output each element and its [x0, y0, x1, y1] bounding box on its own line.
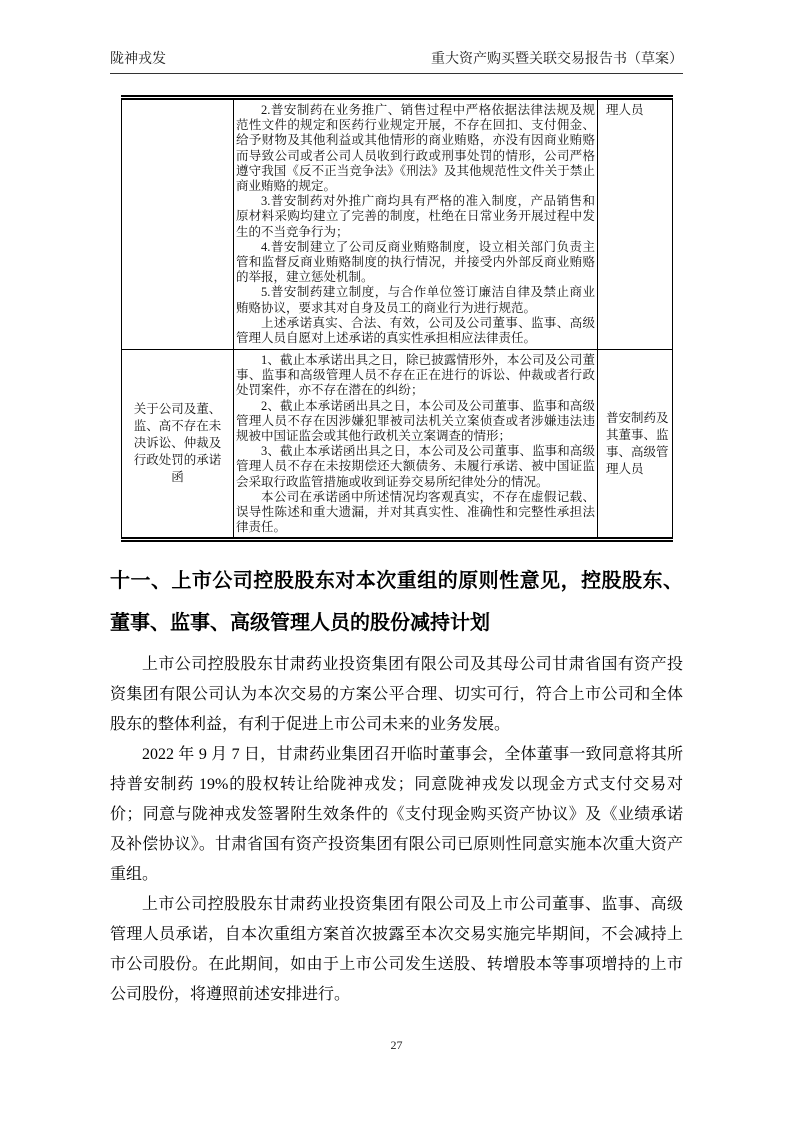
paragraph: 上市公司控股股东甘肃药业投资集团有限公司及其母公司甘肃省国有资产投资集团有限公司认为本次交易的方案公平合理、切实可行，符合上市公司和全体股东的整体利益，有利于促进上市公司未来的业务发展。 [110, 656, 683, 734]
paragraph: 3.普安制药对外推广商均具有严格的准入制度，产品销售和原材料采购均建立了完善的制度，杜绝在日常业务开展过程中发生的不当竞争行为； [236, 194, 595, 239]
header-report-title: 重大资产购买暨关联交易报告书（草案） [431, 52, 683, 67]
page-header [110, 52, 683, 74]
commitment-party-cell: 普安制药及其董事、监事、高级管理人员 [598, 350, 673, 540]
commitment-title-cell [122, 98, 234, 350]
commitment-content-cell [234, 350, 598, 540]
table-row-litigation-commitment [122, 350, 673, 540]
paragraph: 2、截止本承诺函出具之日，本公司及公司董事、监事和高级管理人员不存在因涉嫌犯罪被司法机关立案侦查或者涉嫌违法违规被中国证监会或其他行政机关立案调查的情形； [236, 398, 595, 444]
commitment-party-cell: 理人员 [598, 98, 673, 350]
paragraph: 1、截止本承诺出具之日，除已披露情形外，本公司及公司董事、监事和高级管理人员不存在正在进行的诉讼、仲裁或者行政处罚案件，亦不存在潜在的纠纷； [236, 353, 595, 398]
section-heading: 十一、上市公司控股股东对本次重组的原则性意见，控股股东、董事、监事、高级管理人员的股份减持计划 [110, 570, 683, 635]
commitments-table [121, 95, 673, 542]
commitment-title-cell: 关于公司及董、监、高不存在未决诉讼、仲裁及行政处罚的承诺函 [122, 350, 234, 540]
commitment-content-cell [234, 98, 598, 350]
paragraph: 上市公司控股股东甘肃药业投资集团有限公司及上市公司董事、监事、高级管理人员承诺，自本次重组方案首次披露至本次交易实施完毕期间，不会减持上市公司股份。在此期间，如由于上市公司发生送股、转增股本等事项增持的上市公司股份，将遵照前述安排进行。 [110, 896, 683, 1004]
paragraph: 5.普安制药建立制度，与合作单位签订廉洁自律及禁止商业贿赂协议，要求其对自身及员工的商业行为进行规范。 [236, 285, 595, 315]
paragraph: 本公司在承诺函中所述情况均客观真实，不存在虚假记载、误导性陈述和重大遗漏，并对其真实性、准确性和完整性承担法律责任。 [236, 489, 595, 535]
paragraph: 上述承诺真实、合法、有效，公司及公司董事、监事、高级管理人员自愿对上述承诺的真实性承担相应法律责任。 [236, 315, 595, 346]
table-row-continued [122, 98, 673, 350]
paragraph: 4.普安制建立了公司反商业贿赂制度，设立相关部门负责主管和监督反商业贿赂制度的执行情况，并接受内外部反商业贿赂的举报，建立惩处机制。 [236, 239, 595, 285]
header-company-name: 陇神戎发 [110, 52, 166, 67]
paragraph: 2022 年 9 月 7 日，甘肃药业集团召开临时董事会，全体董事一致同意将其所持普安制药 19%的股权转让给陇神戎发；同意陇神戎发以现金方式支付交易对价；同意与陇神戎发签署附生效条件的《支付现金购买资产协议》及《业绩承诺及补偿协议》。甘肃省国有资产投资集团有限公司已原则性同意实施本次重大资产重组。 [110, 746, 683, 884]
paragraph: 3、截止本承诺函出具之日，本公司及公司董事、监事和高级管理人员不存在未按期偿还大额债务、未履行承诺、被中国证监会采取行政监管措施或收到证券交易所纪律处分的情况。 [236, 444, 595, 489]
page-number: 27 [390, 1038, 403, 1052]
section-body [110, 650, 683, 1010]
paragraph: 2.普安制药在业务推广、销售过程中严格依据法律法规及规范性文件的规定和医药行业规定开展，不存在回扣、支付佣金、给予财物及其他利益或其他情形的商业贿赂，亦没有因商业贿赂而导致公司或者公司人员收到行政或刑事处罚的情形，公司严格遵守我国《反不正当竞争法》《刑法》及其他规范性文件关于禁止商业贿赂的规定。 [236, 103, 595, 194]
